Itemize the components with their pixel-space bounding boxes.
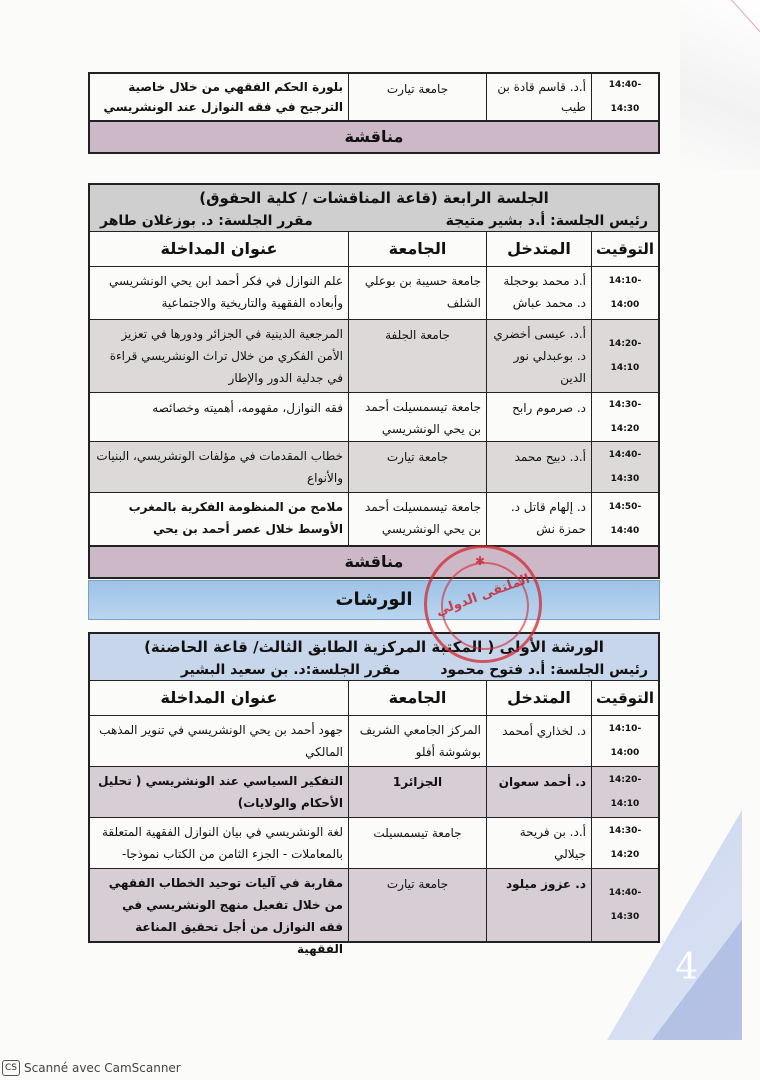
- header-university: الجامعة: [349, 681, 487, 715]
- official-stamp: [424, 545, 542, 663]
- speaker-cell: د. إلهام قاتل د. حمزة نش: [487, 493, 592, 545]
- time-cell: 14:30-14:20: [608, 826, 642, 860]
- time-cell: 14:30-14:20: [608, 400, 642, 434]
- university-cell: جامعة تيارت: [349, 869, 487, 941]
- header-title: عنوان المداخلة: [90, 232, 349, 266]
- university-cell: جامعة تيارت: [349, 74, 487, 120]
- scanner-label: Scanné avec CamScanner: [24, 1061, 181, 1075]
- discussion-banner: مناقشة: [88, 545, 660, 579]
- title-cell: جهود أحمد بن يحي الونشريسي في تنوير المذهب المالكي: [90, 716, 349, 766]
- title-cell: خطاب المقدمات في مؤلفات الونشريسي، البنيات والأنواع: [90, 442, 349, 492]
- time-cell: 14:40-14:30: [608, 80, 642, 114]
- table-row: [90, 74, 658, 120]
- column-headers: [90, 680, 658, 715]
- title-cell: المرجعية الدينية في الجزائر ودورها في تعزيز الأمن الفكري من خلال تراث الونشريسي قراءة في جدلية الدور والإطار: [90, 320, 349, 392]
- university-cell: جامعة تيارت: [349, 442, 487, 492]
- speaker-cell: د. لخذاري أمحمد: [487, 716, 592, 766]
- university-cell: المركز الجامعي الشريف بوشوشة أفلو: [349, 716, 487, 766]
- title-cell: التفكير السياسي عند الونشريسي ( تحليل الأحكام والولايات): [90, 767, 349, 817]
- workshop1-chairs: [90, 660, 658, 680]
- workshop1-header: [90, 634, 658, 680]
- header-speaker: المتدخل: [487, 681, 592, 715]
- session4-table: [88, 183, 660, 547]
- speaker-cell: أ.د. قاسم قادة بن طيب: [487, 74, 592, 120]
- table-row: [90, 715, 658, 766]
- time-cell: 14:40-14:30: [608, 888, 642, 922]
- table-row: [90, 766, 658, 817]
- university-cell: جامعة الجلفة: [349, 320, 487, 392]
- header-time: التوقيت: [595, 240, 655, 258]
- session4-rapporteur: مقرر الجلسة: د. بوزغلان طاهر: [100, 213, 313, 229]
- stamp-star-icon: ✱: [475, 554, 486, 568]
- session4-title: الجلسة الرابعة (قاعة المناقشات / كلية الحقوق): [199, 189, 549, 207]
- session4-header: [90, 185, 658, 231]
- workshops-banner: الورشات: [88, 580, 660, 620]
- session4-chairs: [90, 211, 658, 231]
- column-headers: [90, 231, 658, 266]
- speaker-cell: د. أحمد سعوان: [487, 767, 592, 817]
- header-title: عنوان المداخلة: [90, 681, 349, 715]
- header-time: التوقيت: [595, 689, 655, 707]
- speaker-cell: أ.د محمد بوحجلة د. محمد عباش: [487, 267, 592, 319]
- header-speaker: المتدخل: [487, 232, 592, 266]
- title-cell: ملامح من المنظومة الفكرية بالمغرب الأوسط خلال عصر أحمد بن يحي: [90, 493, 349, 545]
- table-row: [90, 266, 658, 319]
- university-cell: جامعة تيسمسيلت أحمد بن يحي الونشريسي: [349, 393, 487, 441]
- speaker-cell: أ.د. دبيح محمد: [487, 442, 592, 492]
- workshop1-title: الورشة الأولى ( المكتبة المركزية الطابق الثالث/ قاعة الحاضنة): [144, 638, 604, 656]
- time-cell: 14:50-14:40: [608, 502, 642, 536]
- title-cell: بلورة الحكم الفقهي من خلال خاصية الترجيح في فقه النوازل عند الونشريسي: [90, 74, 349, 120]
- camscanner-icon: CS: [2, 1060, 20, 1076]
- university-cell: جامعة تيسمسيلت: [349, 818, 487, 868]
- workshop1-rapporteur: مقرر الجلسة:د. بن سعيد البشير: [180, 662, 401, 678]
- table-row: [90, 492, 658, 545]
- table-row: [90, 817, 658, 868]
- university-cell: الجزائر1: [349, 767, 487, 817]
- workshop1-chair: رئيس الجلسة: أ.د فتوح محمود: [440, 662, 648, 678]
- speaker-cell: أ.د. بن فريحة جيلالي: [487, 818, 592, 868]
- session4-chair: رئيس الجلسة: أ.د بشير متيجة: [445, 213, 648, 229]
- speaker-cell: أ.د. عيسى أخضري د. بوعبدلي نور الدين: [487, 320, 592, 392]
- time-cell: 14:20-14:10: [608, 775, 642, 809]
- time-cell: 14:10-14:00: [608, 724, 642, 758]
- title-cell: مقاربة في آليات توحيد الخطاب الفقهي من خلال تفعيل منهج الونشريسي في فقه النوازل من أجل تحقيق المناعة الفقهية: [90, 869, 349, 941]
- table-row: [90, 392, 658, 441]
- discussion-banner: مناقشة: [88, 120, 660, 154]
- page-corner-fold: [680, 0, 760, 170]
- university-cell: جامعة تيسمسيلت أحمد بن يحي الونشريسي: [349, 493, 487, 545]
- speaker-cell: د. صرموم رابح: [487, 393, 592, 441]
- table-row: [90, 441, 658, 492]
- previous-session-table: [88, 72, 660, 122]
- title-cell: علم النوازل في فكر أحمد ابن يحي الونشريسي وأبعاده الفقهية والتاريخية والاجتماعية: [90, 267, 349, 319]
- title-cell: فقه النوازل، مفهومه، أهميته وخصائصه: [90, 393, 349, 441]
- time-cell: 14:40-14:30: [608, 450, 642, 484]
- stamp-text: الملتقى الدولي: [434, 571, 532, 620]
- speaker-cell: د. عزوز ميلود: [487, 869, 592, 941]
- header-university: الجامعة: [349, 232, 487, 266]
- time-cell: 14:20-14:10: [608, 339, 642, 373]
- time-cell: 14:10-14:00: [608, 276, 642, 310]
- table-row: [90, 868, 658, 956]
- title-cell: لغة الونشريسي في بيان النوازل الفقهية المتعلقة بالمعاملات - الجزء الثامن من الكتاب نموذجا-: [90, 818, 349, 868]
- workshop1-table: [88, 632, 660, 956]
- university-cell: جامعة حسيبة بن بوعلي الشلف: [349, 267, 487, 319]
- table-row: [90, 319, 658, 392]
- page-number: 4: [675, 947, 698, 988]
- scanner-watermark: [2, 1060, 181, 1076]
